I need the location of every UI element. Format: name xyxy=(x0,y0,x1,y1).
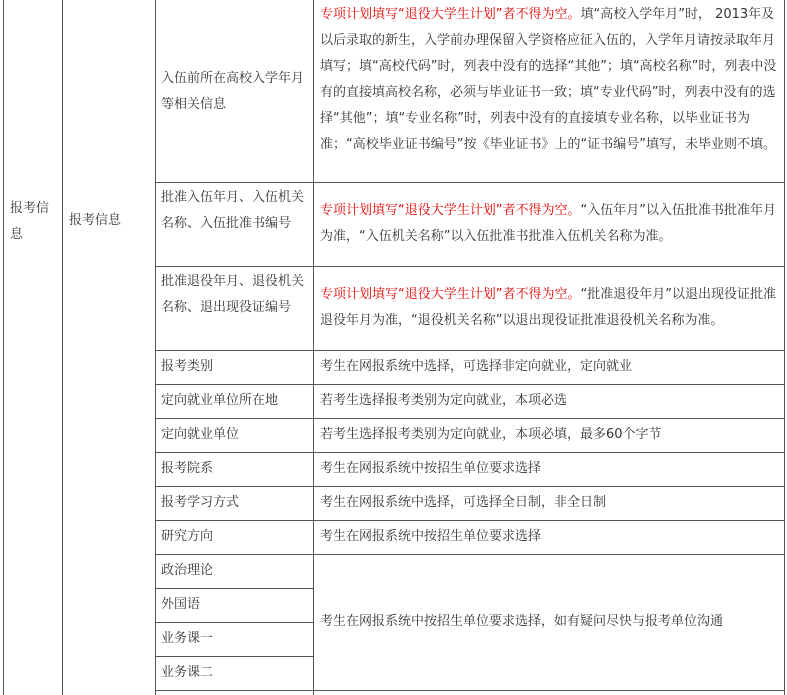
subject-label: 外国语 xyxy=(161,597,201,612)
row-divider xyxy=(155,588,313,589)
field-label: 批准退役年月、退役机关名称、退出现役证编号 xyxy=(161,274,305,315)
field-label: 定向就业单位 xyxy=(161,427,240,442)
note-highlight: 专项计划填写“退役大学生计划”者不得为空。 xyxy=(320,7,581,22)
subject-label: 政治理论 xyxy=(161,563,214,578)
section-label: 报考信息 xyxy=(10,201,50,242)
field-label: 报考院系 xyxy=(161,461,214,476)
row-divider xyxy=(155,622,313,623)
subjects-note: 考生在网报系统中按招生单位要求选择，如有疑问尽快与报考单位沟通 xyxy=(320,614,724,629)
field-note: 考生在网报系统中选择，可选择全日制，非全日制 xyxy=(320,495,607,510)
table-border-left xyxy=(3,0,4,695)
field-note: 若考生选择报考类别为定向就业，本项必填，最多60个字节 xyxy=(320,427,662,442)
field-label: 报考类别 xyxy=(161,359,214,374)
field-label: 报考学习方式 xyxy=(161,495,240,510)
table-border-right xyxy=(784,0,785,695)
field-note xyxy=(320,2,780,158)
row-divider xyxy=(155,384,785,385)
table-divider xyxy=(62,0,63,695)
note-highlight: 专项计划填写“退役大学生计划”者不得为空。 xyxy=(320,203,581,218)
field-label: 研究方向 xyxy=(161,529,214,544)
row-divider xyxy=(155,520,785,521)
field-note: 若考生选择报考类别为定向就业，本项必选 xyxy=(320,393,568,408)
table-divider xyxy=(313,0,314,695)
row-divider xyxy=(155,554,785,555)
row-divider xyxy=(155,452,785,453)
row-divider xyxy=(155,690,785,691)
subject-label: 业务课一 xyxy=(161,631,214,646)
row-divider xyxy=(155,486,785,487)
note-text: 填“高校入学年月”时， 2013年及以后录取的新生，入学前办理保留入学资格应征入伍的，入学年月请按录取年月填写；填“高校代码”时，列表中没有的选择“其他”；填“高校名称”时，列表中没有的直接填高校名称，必须与毕业证书一致；填“专业代码”时，列表中没有的选择“其他”；填“专业名称”时，列表中没有的直接填专业名称，以毕业证书为准；“高校毕业证书编号”按《毕业证书》上的“证书编号”填写，未毕业则不填。 xyxy=(320,7,777,152)
field-note xyxy=(320,198,780,250)
note-text: “批准退役年月”以退出现役证批准退役年月为准，“退役机关名称”以退出现役证批准退役机关名称为准。 xyxy=(320,287,776,328)
table-divider xyxy=(155,0,156,695)
field-label: 入伍前所在高校入学年月等相关信息 xyxy=(161,71,305,112)
row-divider xyxy=(155,656,313,657)
field-label: 定向就业单位所在地 xyxy=(161,393,279,408)
subject-label: 业务课二 xyxy=(161,665,214,680)
note-highlight: 专项计划填写“退役大学生计划”者不得为空。 xyxy=(320,287,581,302)
field-note: 考生在网报系统中选择，可选择非定向就业，定向就业 xyxy=(320,359,633,374)
field-note xyxy=(320,282,780,334)
field-note: 考生在网报系统中按招生单位要求选择 xyxy=(320,529,542,544)
section-sub-label: 报考信息 xyxy=(69,213,122,228)
row-divider xyxy=(155,418,785,419)
field-label: 批准入伍年月、入伍机关名称、入伍批准书编号 xyxy=(161,190,305,231)
row-divider xyxy=(155,266,785,267)
row-divider xyxy=(155,182,785,183)
row-divider xyxy=(155,350,785,351)
field-note: 考生在网报系统中按招生单位要求选择 xyxy=(320,461,542,476)
note-text: “入伍年月”以入伍批准书批准年月为准，“入伍机关名称”以入伍批准书批准入伍机关名称为准。 xyxy=(320,203,776,244)
